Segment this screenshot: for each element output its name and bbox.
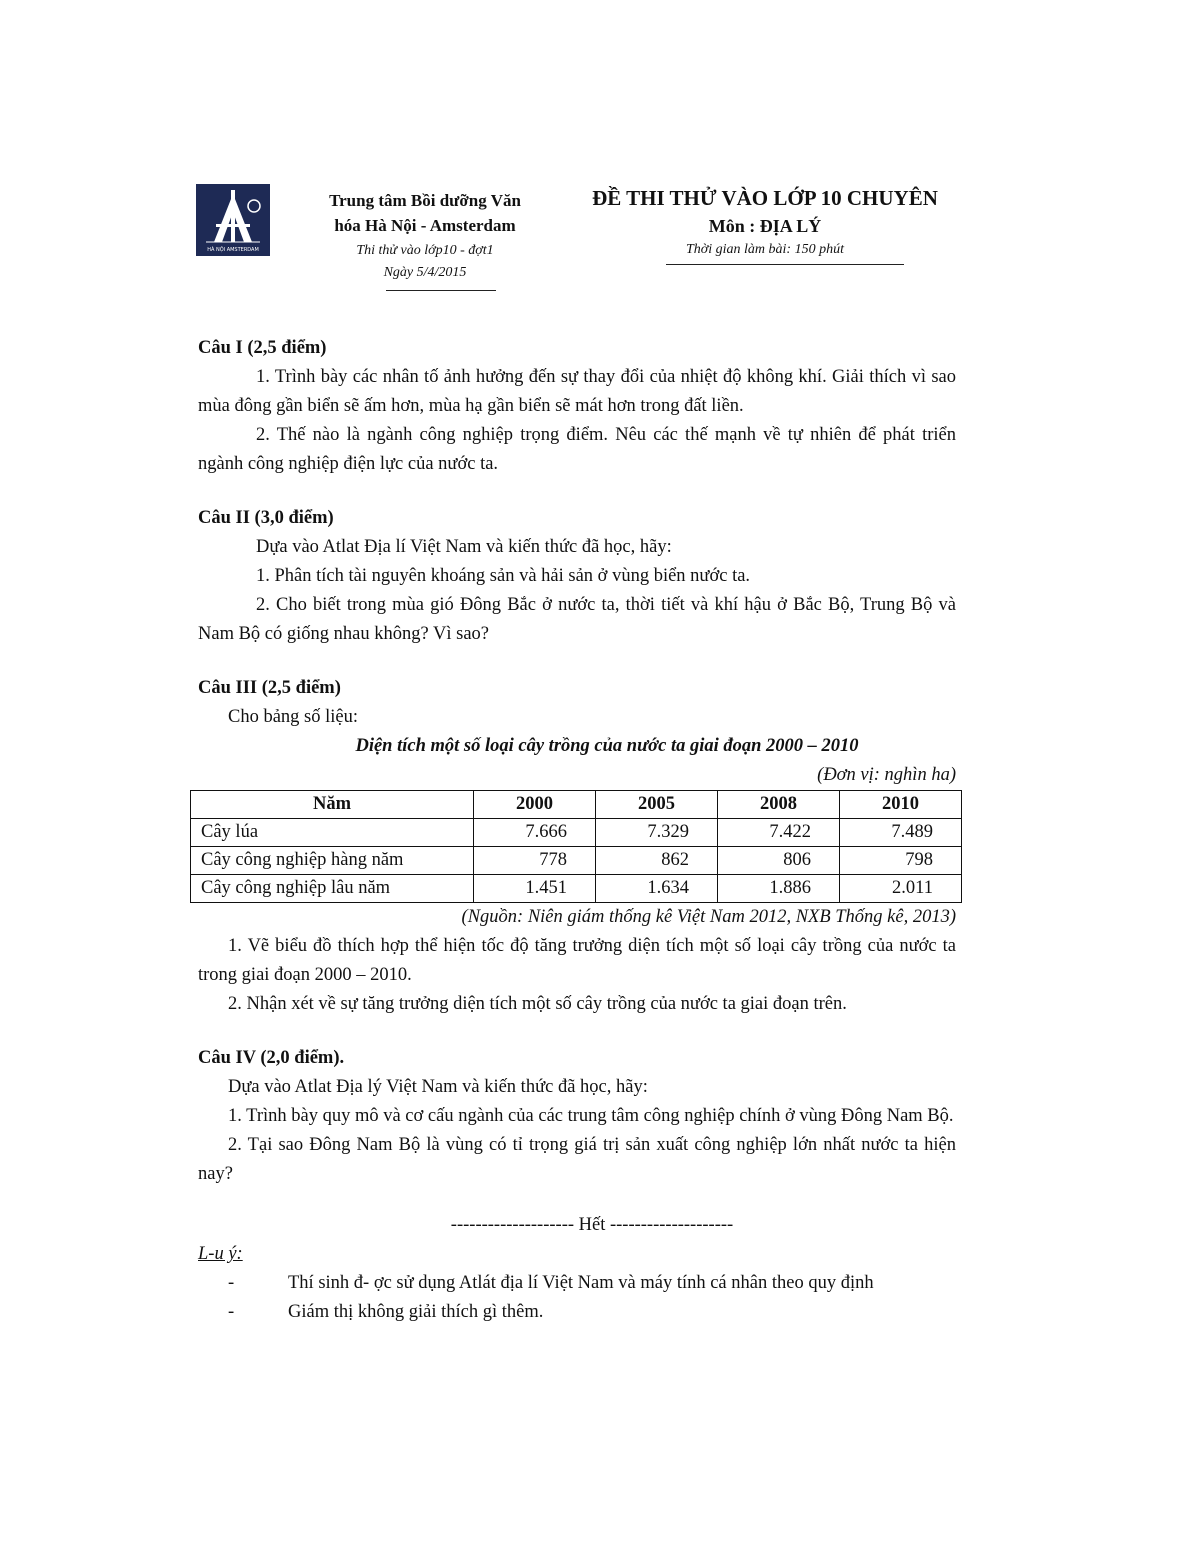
question-1-title: Câu I (2,5 điểm) <box>198 338 327 358</box>
question-2-title: Câu II (3,0 điểm) <box>198 508 334 528</box>
organization-name <box>300 188 550 238</box>
header-2010: 2010 <box>840 791 962 819</box>
table-cell: 778 <box>474 847 596 875</box>
table-cell: 806 <box>718 847 840 875</box>
question-4-part-1: 1. Trình bày quy mô và cơ cấu ngành của các trung tâm công nghiệp chính ở vùng Đông Nam Bộ. <box>228 1106 954 1126</box>
table-title: Diện tích một số loại cây trồng của nước ta giai đoạn 2000 – 2010 <box>355 736 859 756</box>
table-cell: 7.422 <box>718 819 840 847</box>
table-cell: 1.634 <box>596 875 718 903</box>
exam-round: Thi thử vào lớp10 - đợt1 <box>356 243 494 258</box>
table-cell: 7.666 <box>474 819 596 847</box>
question-1-part-2: 2. Thế nào là ngành công nghiệp trọng điểm. Nêu các thế mạnh về tự nhiên để phát triển ngành công nghiệp điện lực của nước ta. <box>198 425 956 474</box>
exam-title: ĐỀ THI THỬ VÀO LỚP 10 CHUYÊN <box>592 186 938 210</box>
school-logo <box>196 184 270 256</box>
question-2-part-1: 1. Phân tích tài nguyên khoáng sản và hải sản ở vùng biển nước ta. <box>256 566 751 586</box>
question-4-intro: Dựa vào Atlat Địa lý Việt Nam và kiến thức đã học, hãy: <box>228 1077 648 1097</box>
table-row <box>191 847 962 875</box>
table-source: (Nguồn: Niên giám thống kê Việt Nam 2012, NXB Thống kê, 2013) <box>461 907 956 927</box>
row-label: Cây công nghiệp hàng năm <box>191 847 474 875</box>
question-3-part-1: 1. Vẽ biểu đồ thích hợp thể hiện tốc độ tăng trưởng diện tích một số loại cây trồng của nước ta trong giai đoạn 2000 – 2010. <box>198 936 956 985</box>
row-label: Cây lúa <box>191 819 474 847</box>
header-year: Năm <box>191 791 474 819</box>
question-2-part-2: 2. Cho biết trong mùa gió Đông Bắc ở nước ta, thời tiết và khí hậu ở Bắc Bộ, Trung Bộ và Nam Bộ có giống nhau không? Vì sao? <box>198 595 956 644</box>
title-divider <box>666 264 904 265</box>
header-2008: 2008 <box>718 791 840 819</box>
exam-info <box>300 240 550 284</box>
table-cell: 862 <box>596 847 718 875</box>
org-line-2: hóa Hà Nội - Amsterdam <box>334 216 516 235</box>
logo-tower-icon <box>196 184 270 256</box>
exam-time: Thời gian làm bài: 150 phút <box>686 242 844 257</box>
row-label: Cây công nghiệp lâu năm <box>191 875 474 903</box>
bullet-dash: - <box>228 1302 235 1322</box>
question-4-part-2: 2. Tại sao Đông Nam Bộ là vùng có tỉ trọng giá trị sản xuất công nghiệp lớn nhất nước ta hiện nay? <box>198 1135 956 1184</box>
table-cell: 1.886 <box>718 875 840 903</box>
table-cell: 2.011 <box>840 875 962 903</box>
note-text: Giám thị không giải thích gì thêm. <box>288 1302 544 1322</box>
table-cell: 7.329 <box>596 819 718 847</box>
note-item <box>198 1269 956 1298</box>
note-item <box>198 1298 956 1327</box>
bullet-dash: - <box>228 1273 235 1293</box>
note-text: Thí sinh đ- ợc sử dụng Atlát địa lí Việt Nam và máy tính cá nhân theo quy định <box>288 1273 874 1293</box>
end-marker: -------------------- Hết -------------------- <box>450 1215 734 1235</box>
table-cell: 798 <box>840 847 962 875</box>
question-3-intro: Cho bảng số liệu: <box>228 707 359 727</box>
table-row <box>191 819 962 847</box>
org-divider <box>386 290 496 291</box>
exam-date: Ngày 5/4/2015 <box>383 265 467 280</box>
crop-area-table <box>190 790 962 903</box>
exam-content <box>198 334 956 1327</box>
question-3-part-2: 2. Nhận xét về sự tăng trưởng diện tích một số cây trồng của nước ta giai đoạn trên. <box>228 994 847 1014</box>
table-header-row <box>191 791 962 819</box>
exam-subject: Môn : ĐỊA LÝ <box>708 216 822 236</box>
table-cell: 7.489 <box>840 819 962 847</box>
table-unit: (Đơn vị: nghìn ha) <box>817 765 956 785</box>
header-2005: 2005 <box>596 791 718 819</box>
org-line-1: Trung tâm Bồi dưỡng Văn <box>329 191 521 210</box>
header-2000: 2000 <box>474 791 596 819</box>
note-title: L-u ý: <box>198 1244 243 1264</box>
question-2-intro: Dựa vào Atlat Địa lí Việt Nam và kiến thức đã học, hãy: <box>256 537 672 557</box>
table-cell: 1.451 <box>474 875 596 903</box>
question-4-title: Câu IV (2,0 điểm). <box>198 1048 345 1068</box>
logo-caption: HÀ NỘI AMSTERDAM <box>207 247 259 253</box>
question-1-part-1: 1. Trình bày các nhân tố ảnh hưởng đến sự thay đổi của nhiệt độ không khí. Giải thích vì sao mùa đông gần biển sẽ ấm hơn, mùa hạ gần biển sẽ mát hơn trong đất liền. <box>198 367 956 416</box>
question-3-title: Câu III (2,5 điểm) <box>198 678 341 698</box>
table-row <box>191 875 962 903</box>
